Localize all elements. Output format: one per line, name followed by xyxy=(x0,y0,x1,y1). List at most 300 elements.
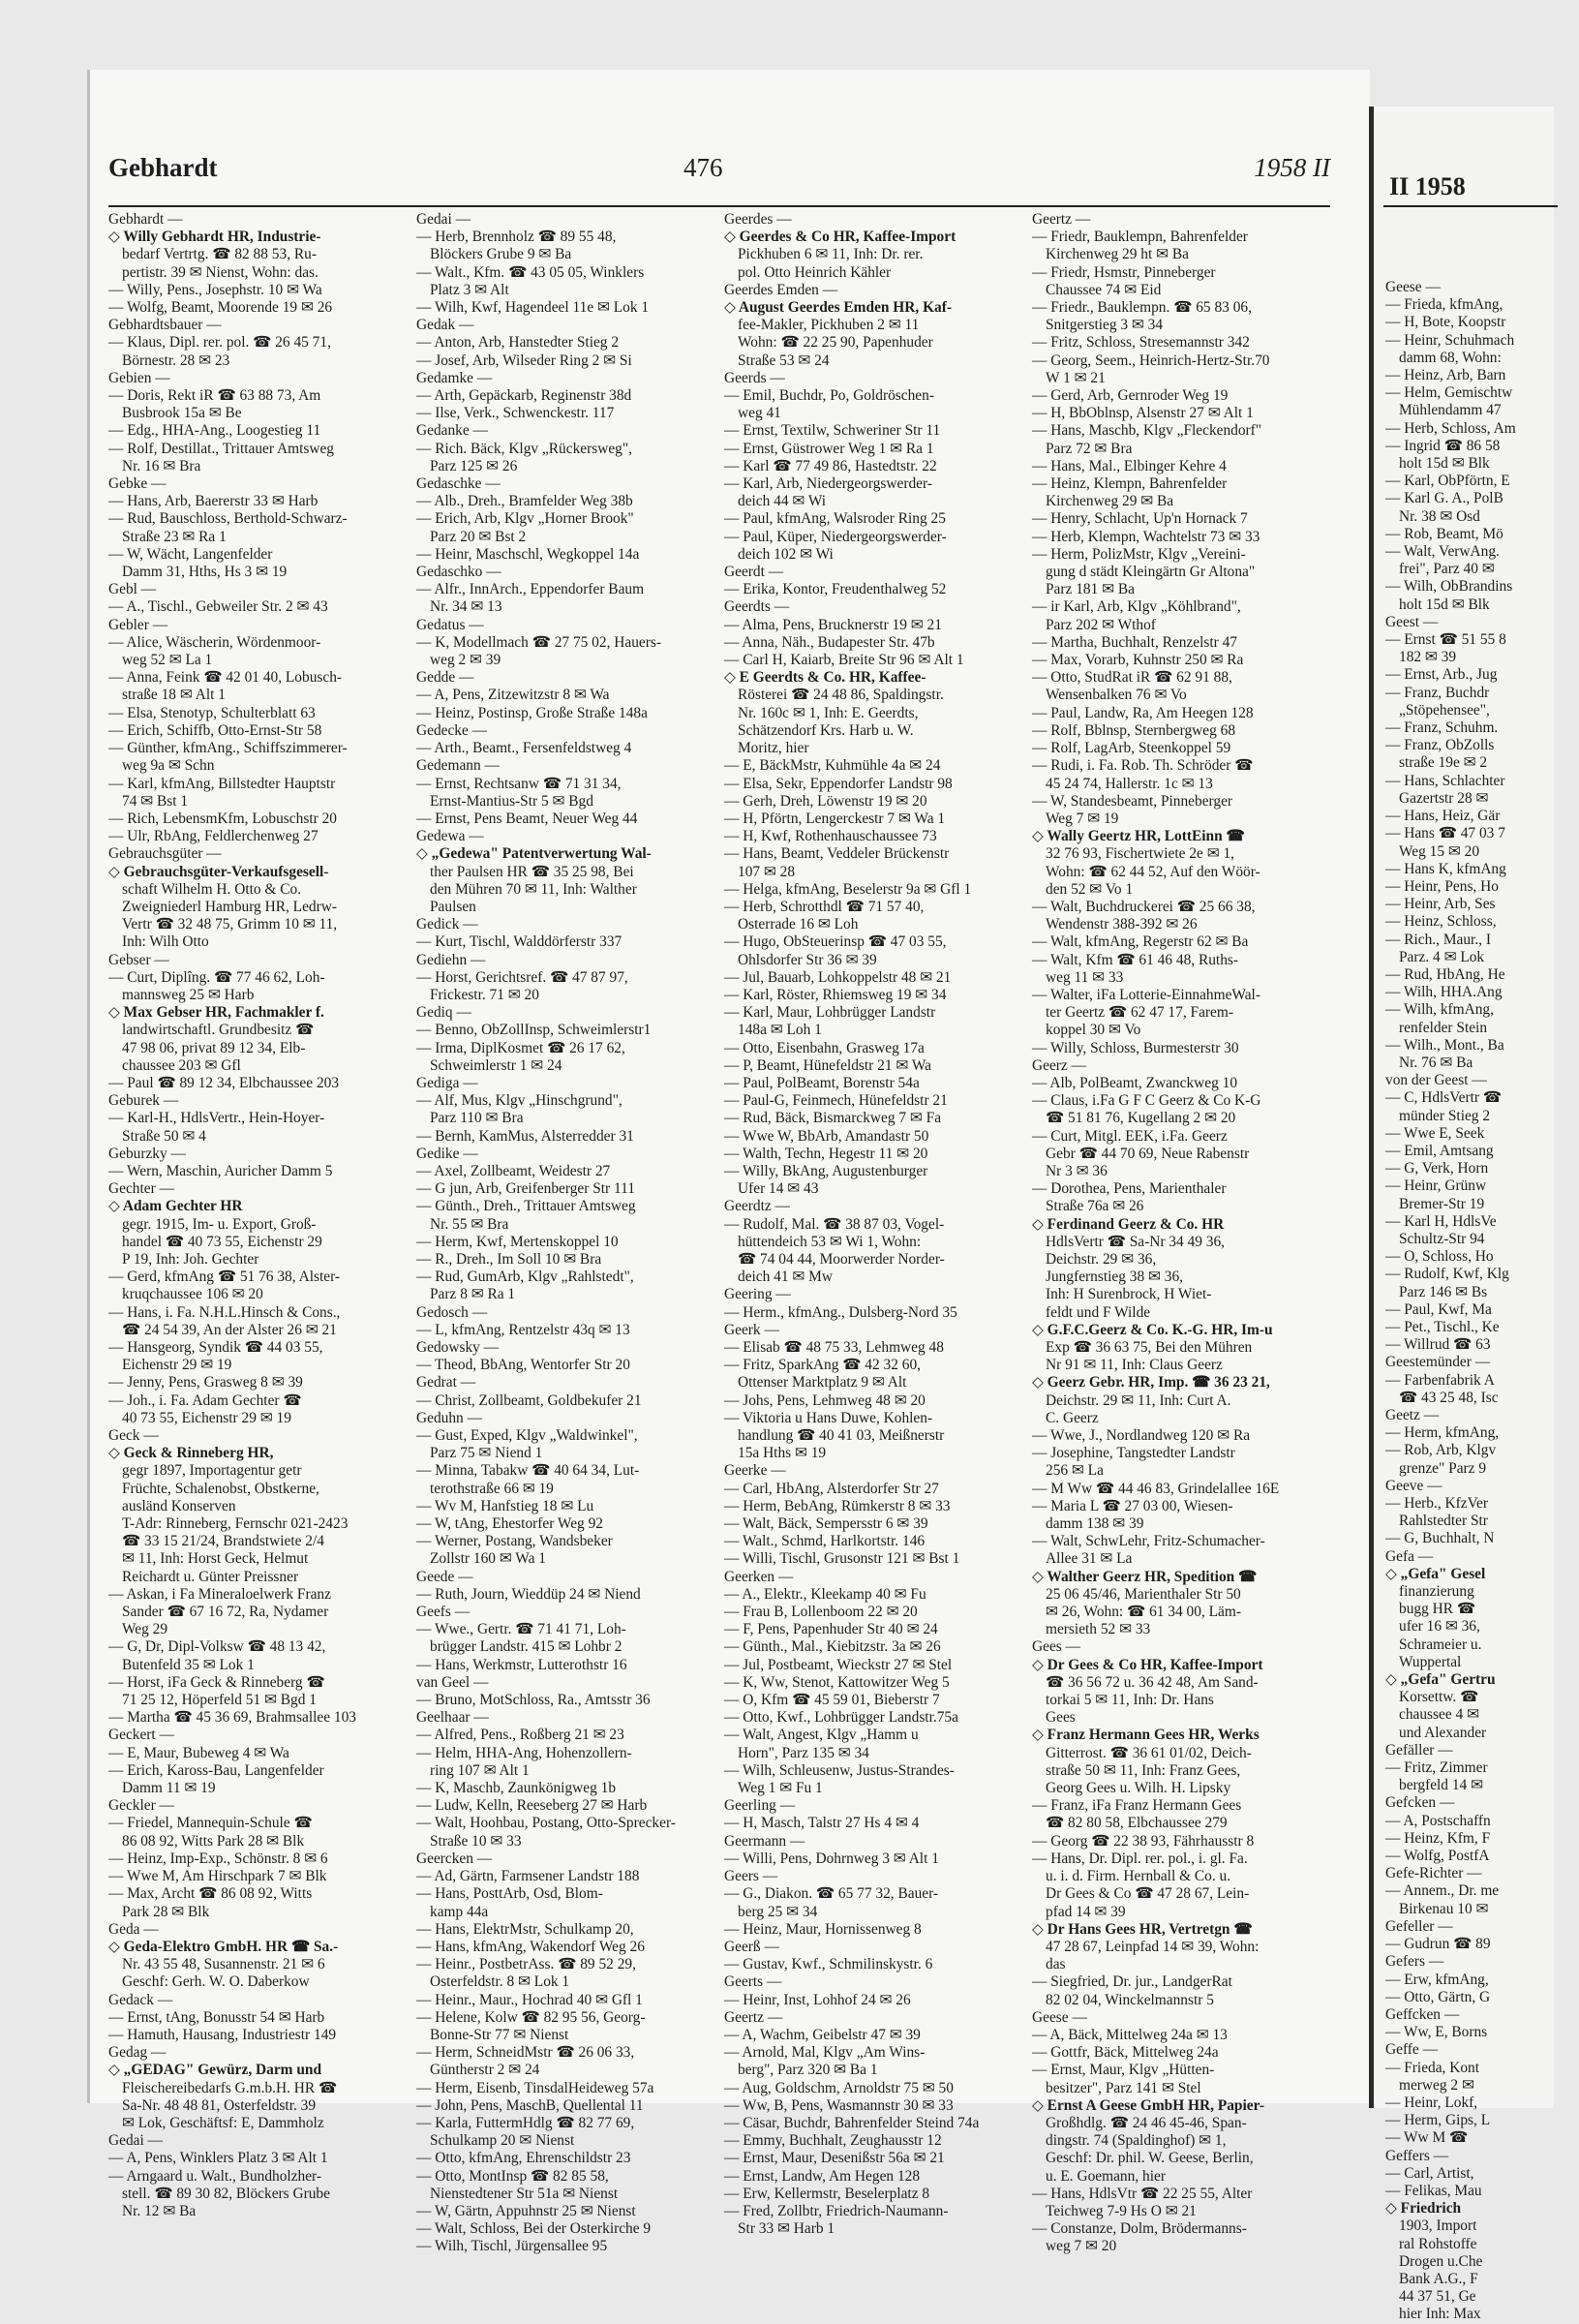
entry-line: — Günth., Mal., Kiebitzstr. 3a ✉ 26 xyxy=(724,1638,941,1656)
entry-line: — W, Standesbeamt, Pinneberger xyxy=(1032,792,1233,810)
entry-line: Allee 31 ✉ La xyxy=(1046,1550,1133,1568)
entry-line: — Curt, Diplîng. ☎ 77 46 62, Loh- xyxy=(108,968,325,986)
entry-line: — Willy, Pens., Josephstr. 10 ✉ Wa xyxy=(108,281,322,298)
entry-line: Geering — xyxy=(724,1286,791,1303)
entry-line: Geetz — xyxy=(1385,1407,1440,1423)
entry-line: Geerken — xyxy=(724,1568,794,1585)
entry-line: Geerdt — xyxy=(724,564,784,581)
entry-line: — Walt, VerwAng. xyxy=(1385,543,1500,561)
column-1 xyxy=(108,211,399,2219)
entry-line: — Hans, Dr. Dipl. rer. pol., i. gl. Fa. xyxy=(1032,1850,1248,1867)
entry-line: — Günth., Dreh., Trittauer Amtsweg xyxy=(416,1198,636,1215)
entry-line: — Arnold, Mal, Klgv „Am Wins- xyxy=(724,2044,926,2062)
column-3 xyxy=(724,211,1015,2238)
entry-line: — Karl, ObPförtn, E xyxy=(1385,473,1510,490)
entry-line: — Erich, Kaross-Bau, Langenfelder xyxy=(108,1761,324,1779)
entry-line: Parz 110 ✉ Bra xyxy=(430,1110,524,1127)
entry-line: Gediehn — xyxy=(416,951,486,968)
entry-line: Nr. 55 ✉ Bra xyxy=(430,1215,509,1233)
entry-line: Dr Gees & Co ☎ 47 28 67, Lein- xyxy=(1046,1885,1250,1903)
entry-line: Gebser — xyxy=(108,951,169,968)
entry-line: — Wilh, Tischl, Jürgensallee 95 xyxy=(416,2238,608,2255)
entry-line: weg 9a ✉ Schn xyxy=(122,757,215,775)
entry-line: — Felikas, Mau xyxy=(1385,2182,1482,2199)
entry-line: — Herm, Gips, L xyxy=(1385,2112,1491,2129)
entry-line: — Willi, Pens, Dohrnweg 3 ✉ Alt 1 xyxy=(724,1850,939,1867)
entry-line: — E, BäckMstr, Kuhmühle 4a ✉ 24 xyxy=(724,757,941,775)
entry-line: Geers — xyxy=(724,1868,778,1885)
entry-line: — Anna, Feink ☎ 42 01 40, Lobusch- xyxy=(108,669,343,687)
entry-line: — Wwe W, BbArb, Amandastr 50 xyxy=(724,1127,929,1145)
entry-line: Osterrade 16 ✉ Loh xyxy=(738,916,859,933)
entry-line: — Heinr, Arb, Ses xyxy=(1385,896,1496,913)
entry-line: Platz 3 ✉ Alt xyxy=(430,281,509,298)
entry-line: Nr 3 ✉ 36 xyxy=(1046,1162,1108,1179)
entry-line: gegr. 1915, Im- u. Export, Groß- xyxy=(122,1215,317,1233)
entry-line: — Heinr, Schuhmach xyxy=(1385,331,1515,349)
entry-line: — Wwe., Gertr. ☎ 71 41 71, Loh- xyxy=(416,1621,626,1638)
entry-line: — Paul ☎ 89 12 34, Elbchaussee 203 xyxy=(108,1074,340,1091)
entry-line: stell. ☎ 89 30 82, Blöckers Grube xyxy=(122,2185,330,2202)
entry-line: weg 52 ✉ La 1 xyxy=(122,652,213,669)
entry-line: — John, Pens, MaschB, Quellental 11 xyxy=(416,2096,644,2114)
entry-line: ☎ 33 15 21/24, Brandstwiete 2/4 xyxy=(122,1533,324,1550)
entry-line: Geertz — xyxy=(724,2008,783,2026)
entry-line: — H, Pförtn, Lengerckestr 7 ✉ Wa 1 xyxy=(724,810,946,827)
entry-line: — Max, Archt ☎ 86 08 92, Witts xyxy=(108,1885,313,1903)
entry-line: Geerts — xyxy=(724,1973,782,1991)
entry-line: Korsettw. ☎ xyxy=(1399,1689,1479,1706)
entry-line: — Friedr, Bauklempn, Bahrenfelder xyxy=(1032,229,1248,246)
entry-line: weg 7 ✉ 20 xyxy=(1046,2238,1117,2255)
entry-line: — Walt, Hoohbau, Postang, Otto-Sprecker- xyxy=(416,1815,676,1832)
entry-line: — O, Kfm ☎ 45 59 01, Bieberstr 7 xyxy=(724,1692,940,1709)
entry-line: Birkenau 10 ✉ xyxy=(1399,1900,1489,1917)
entry-line: Geerke — xyxy=(724,1462,786,1480)
entry-line: ☎ 43 25 48, Isc xyxy=(1399,1389,1499,1406)
entry-line: Zollstr 160 ✉ Wa 1 xyxy=(430,1550,546,1568)
facing-page-header: II 1958 xyxy=(1389,172,1466,200)
entry-line: Gefe-Richter — xyxy=(1385,1865,1482,1882)
entry-line: — Karl ☎ 77 49 86, Hastedtstr. 22 xyxy=(724,457,937,474)
entry-line: Geffcken — xyxy=(1385,2005,1460,2023)
entry-line: — Hans ☎ 47 03 7 xyxy=(1385,825,1505,842)
entry-line: 25 06 45/46, Marienthaler Str 50 xyxy=(1046,1585,1241,1603)
entry-line: — Walter, iFa Lotterie-EinnahmeWal- xyxy=(1032,986,1260,1003)
entry-line: weg 41 xyxy=(738,405,781,422)
entry-line: Gefäller — xyxy=(1385,1741,1453,1758)
entry-line: Geschf: Gerh. W. O. Daberkow xyxy=(122,1973,310,1991)
entry-line: Gechter — xyxy=(108,1180,174,1198)
entry-line: Gedewa — xyxy=(416,828,484,845)
entry-line: Gedaschke — xyxy=(416,475,501,493)
entry-line: — Friedr, Hsmstr, Pinneberger xyxy=(1032,263,1216,281)
entry-line: — Erw, kfmAng, xyxy=(1385,1971,1489,1988)
entry-line: — Walth, Techn, Hegestr 11 ✉ 20 xyxy=(724,1145,928,1162)
entry-line: — Jenny, Pens, Grasweg 8 ✉ 39 xyxy=(108,1374,303,1391)
entry-line: — Carl, HbAng, Alsterdorfer Str 27 xyxy=(724,1480,939,1497)
entry-line: — Heinz, Kfm, F xyxy=(1385,1829,1491,1847)
entry-line: Geertz — xyxy=(1032,211,1091,228)
entry-line: — Alfred, Pens., Roßberg 21 ✉ 23 xyxy=(416,1727,624,1744)
entry-line: — Claus, i.Fa G F C Geerz & Co K-G xyxy=(1032,1092,1261,1110)
entry-line: — Werner, Postang, Wandsbeker xyxy=(416,1533,613,1550)
entry-line: Kirchenweg 29 ✉ Ba xyxy=(1046,493,1174,510)
entry-line: Butenfeld 35 ✉ Lok 1 xyxy=(122,1656,255,1673)
entry-line: — Emil, Buchdr, Po, Goldröschen- xyxy=(724,387,934,405)
entry-line: — Martha ☎ 45 36 69, Brahmsallee 103 xyxy=(108,1709,356,1727)
entry-line: — Rob, Arb, Klgv xyxy=(1385,1442,1497,1459)
entry-line: damm 68, Wohn: xyxy=(1399,349,1502,366)
entry-line: 107 ✉ 28 xyxy=(738,863,796,880)
entry-line: Ottenser Marktplatz 9 ✉ Alt xyxy=(738,1374,907,1391)
entry-line: mersieth 52 ✉ 33 xyxy=(1046,1621,1151,1638)
entry-line: Gebke — xyxy=(108,475,167,493)
entry-line: — Anton, Arb, Hanstedter Stieg 2 xyxy=(416,334,620,352)
entry-line: — K, Modellmach ☎ 27 75 02, Hauers- xyxy=(416,633,661,651)
entry-line: Parz 181 ✉ Ba xyxy=(1046,581,1135,598)
entry-line: — ir Karl, Arb, Klgv „Köhlbrand", xyxy=(1032,598,1241,616)
entry-line: ◇ Adam Gechter HR xyxy=(108,1198,243,1215)
entry-line: Geest — xyxy=(1385,613,1439,630)
entry-line: Gedick — xyxy=(416,916,478,933)
entry-line: ◇ Friedrich xyxy=(1385,2200,1462,2217)
entry-line: Weg 7 ✉ 19 xyxy=(1046,810,1119,827)
entry-line: Geschf: Dr. phil. W. Geese, Berlin, xyxy=(1046,2150,1254,2167)
entry-line: — Gudrun ☎ 89 xyxy=(1385,1936,1491,1953)
entry-line: Gediga — xyxy=(416,1074,478,1091)
entry-line: — Walt, Bäck, Sempersstr 6 ✉ 39 xyxy=(724,1515,928,1533)
entry-line: Schulkamp 20 ✉ Nienst xyxy=(430,2132,575,2150)
entry-line: — Walt, Buchdruckerei ☎ 25 66 38, xyxy=(1032,898,1256,915)
column-2 xyxy=(416,211,707,2255)
entry-line: — H, Kwf, Rothenhauschaussee 73 xyxy=(724,828,937,845)
entry-line: ◇ E Geerdts & Co. HR, Kaffee- xyxy=(724,669,926,687)
entry-line: — Max, Vorarb, Kuhnstr 250 ✉ Ra xyxy=(1032,652,1244,669)
entry-line: ral Rohstoffe xyxy=(1399,2235,1477,2252)
entry-line: Str 33 ✉ Harb 1 xyxy=(738,2220,835,2238)
entry-line: — Hans K, kfmAng xyxy=(1385,860,1506,877)
entry-line: — Alma, Pens, Brucknerstr 19 ✉ 21 xyxy=(724,616,942,633)
entry-line: — Otto, MontInsp ☎ 82 85 58, xyxy=(416,2167,609,2185)
entry-line: Geerß — xyxy=(724,1938,779,1955)
entry-line: — Wern, Maschin, Auricher Damm 5 xyxy=(108,1162,333,1179)
entry-line: Gebr ☎ 44 70 69, Neue Rabenstr xyxy=(1046,1145,1250,1162)
entry-line: — Paul, PolBeamt, Borenstr 54a xyxy=(724,1074,920,1091)
entry-line: hüttendeich 53 ✉ Wi 1, Wohn: xyxy=(738,1233,922,1250)
entry-line: Zweigniederl Hamburg HR, Ledrw- xyxy=(122,898,337,915)
entry-line: Nr. 38 ✉ Osd xyxy=(1399,507,1480,525)
entry-line: Geburzky — xyxy=(108,1145,186,1162)
entry-line: — Karl, Röster, Rhiemsweg 19 ✉ 34 xyxy=(724,986,947,1003)
entry-line: Chaussee 74 ✉ Eid xyxy=(1046,281,1162,298)
entry-line: — M Ww ☎ 44 46 83, Grindelallee 16E xyxy=(1032,1480,1280,1497)
entry-line: weg 2 ✉ 39 xyxy=(430,652,501,669)
entry-line: — Ww M ☎ xyxy=(1385,2129,1469,2147)
page-number: 476 xyxy=(683,153,723,182)
entry-line: Deichstr. 29 ✉ 11, Inh: Curt A. xyxy=(1046,1391,1231,1409)
entry-line: — Heinr, Maschschl, Wegkoppel 14a xyxy=(416,545,640,563)
entry-line: Geeve — xyxy=(1385,1477,1442,1494)
entry-line: — Ernst, Textilw, Schweriner Str 11 xyxy=(724,422,941,440)
entry-line: Bank A.G., F xyxy=(1399,2270,1478,2287)
entry-line: — Heinr, Grünw xyxy=(1385,1177,1487,1195)
entry-line: Geercken — xyxy=(416,1850,493,1867)
entry-line: — Wilh, Schleusenw, Justus-Strandes- xyxy=(724,1761,955,1779)
entry-line: — Herm, PolizMstr, Klgv „Vereini- xyxy=(1032,545,1246,563)
entry-line: torkai 5 ✉ 11, Inh: Dr. Hans xyxy=(1046,1692,1214,1709)
entry-line: — H, Masch, Talstr 27 Hs 4 ✉ 4 xyxy=(724,1815,920,1832)
entry-line: Gebhardtsbauer — xyxy=(108,317,222,334)
entry-line: — Emil, Amtsang xyxy=(1385,1142,1494,1159)
entry-line: berg", Parz 320 ✉ Ba 1 xyxy=(738,2062,878,2079)
entry-line: 1903, Import xyxy=(1399,2217,1477,2235)
entry-line: — Wolfg, Beamt, Moorende 19 ✉ 26 xyxy=(108,299,333,317)
entry-line: Geefs — xyxy=(416,1604,471,1621)
entry-line: — Heinz, Schloss, xyxy=(1385,913,1497,931)
entry-line: Gitterrost. ☎ 36 61 01/02, Deich- xyxy=(1046,1744,1252,1761)
entry-line: Deichstr. 29 ✉ 36, xyxy=(1046,1250,1157,1268)
entry-line: 148a ✉ Loh 1 xyxy=(738,1022,822,1039)
entry-line: Blöckers Grube 9 ✉ Ba xyxy=(430,246,572,263)
entry-line: — Heinr, Lokf, xyxy=(1385,2094,1478,2111)
entry-line: Geckler — xyxy=(108,1797,174,1815)
entry-line: — Rudolf, Mal. ☎ 38 87 03, Vogel- xyxy=(724,1215,945,1233)
entry-line: — Alfr., InnArch., Eppendorfer Baum xyxy=(416,581,645,598)
entry-line: Gedrat — xyxy=(416,1374,476,1391)
entry-line: Schätzendorf Krs. Harb u. W. xyxy=(738,721,914,739)
entry-line: — Alice, Wäscherin, Wördenmoor- xyxy=(108,633,321,651)
entry-line: den 52 ✉ Vo 1 xyxy=(1046,880,1134,898)
entry-line: P 19, Inh: Joh. Gechter xyxy=(122,1250,259,1268)
entry-line: ◇ Wally Geertz HR, LottEinn ☎ xyxy=(1032,828,1245,845)
entry-line: — W, Wächt, Langenfelder xyxy=(108,545,273,563)
entry-line: Gefers — xyxy=(1385,1953,1444,1971)
entry-line: bedarf Vertrtg. ☎ 82 88 53, Ru- xyxy=(122,246,317,263)
entry-line: Straße 76a ✉ 26 xyxy=(1046,1198,1144,1215)
entry-line: Geestemünder — xyxy=(1385,1354,1491,1371)
entry-line: — Hans, Arb, Baererstr 33 ✉ Harb xyxy=(108,493,319,510)
entry-line: Wohn: ☎ 62 44 52, Auf den Wöör- xyxy=(1046,863,1260,880)
entry-line: — Wilh, HHA.Ang xyxy=(1385,984,1503,1001)
entry-line: — Helga, kfmAng, Beselerstr 9a ✉ Gfl 1 xyxy=(724,880,972,898)
entry-line: — Hugo, ObSteuerinsp ☎ 47 03 55, xyxy=(724,933,947,951)
page-header xyxy=(108,145,1330,207)
entry-line: — Hans, HdlsVtr ☎ 22 25 55, Alter xyxy=(1032,2185,1253,2202)
entry-line: — Franz, Schuhm. xyxy=(1385,719,1499,737)
entry-line: Rösterei ☎ 24 48 86, Spaldingstr. xyxy=(738,687,944,704)
entry-line: — G jun, Arb, Greifenberger Str 111 xyxy=(416,1180,635,1198)
entry-line: — Karl, Maur, Lohbrügger Landstr xyxy=(724,1004,936,1022)
entry-line: — Siegfried, Dr. jur., LandgerRat xyxy=(1032,1973,1232,1991)
entry-line: — Rich. Bäck, Klgv „Rückersweg", xyxy=(416,440,632,457)
entry-line: — Arth, Gepäckarb, Reginenstr 38d xyxy=(416,387,632,405)
entry-line: Gedag — xyxy=(108,2044,167,2062)
entry-line: — Horst, iFa Geck & Rinneberg ☎ xyxy=(108,1673,325,1691)
entry-line: — Herm, BebAng, Rümkerstr 8 ✉ 33 xyxy=(724,1497,951,1514)
entry-line: — G., Diakon. ☎ 65 77 32, Bauer- xyxy=(724,1885,939,1903)
entry-line: Gazertstr 28 ✉ xyxy=(1399,789,1489,807)
entry-line: mannsweg 25 ✉ Harb xyxy=(122,986,255,1003)
entry-line: Parz 125 ✉ 26 xyxy=(430,457,518,474)
entry-line: — Rich., Maur., I xyxy=(1385,931,1492,948)
entry-line: — Arth., Beamt., Fersenfeldstweg 4 xyxy=(416,740,632,757)
entry-line: — Franz, iFa Franz Hermann Gees xyxy=(1032,1797,1242,1815)
entry-line: 45 24 74, Hallerstr. 1c ✉ 13 xyxy=(1046,775,1213,792)
entry-line: van Geel — xyxy=(416,1673,489,1691)
entry-line: von der Geest — xyxy=(1385,1072,1487,1089)
entry-line: Inh: Wilh Otto xyxy=(122,933,209,951)
entry-line: — Edg., HHA-Ang., Loogestieg 11 xyxy=(108,422,321,440)
entry-line: 182 ✉ 39 xyxy=(1399,649,1457,666)
entry-line: — Dorothea, Pens, Marienthaler xyxy=(1032,1180,1227,1198)
entry-line: — Ernst, Maur, Klgv „Hütten- xyxy=(1032,2062,1215,2079)
entry-line: — G, Verk, Horn xyxy=(1385,1160,1489,1177)
entry-line: gegr 1897, Importagentur getr xyxy=(122,1462,302,1480)
entry-line: — Heinz, Arb, Barn xyxy=(1385,367,1506,384)
entry-line: — Herb, Klempn, Wachtelstr 73 ✉ 33 xyxy=(1032,528,1260,545)
entry-line: berg 25 ✉ 34 xyxy=(738,1903,818,1920)
entry-line: Gebhardt — xyxy=(108,211,183,228)
entry-line: — Askan, i Fa Mineraloelwerk Franz xyxy=(108,1585,331,1603)
entry-line: — Christ, Zollbeamt, Goldbekufer 21 xyxy=(416,1391,642,1409)
entry-line: — G, Dr, Dipl-Volksw ☎ 48 13 42, xyxy=(108,1638,326,1656)
entry-line: — Franz, Buchdr xyxy=(1385,684,1490,701)
entry-line: Wendenstr 388-392 ✉ 26 xyxy=(1046,916,1198,933)
entry-line: — Rolf, Bblnsp, Sternbergweg 68 xyxy=(1032,721,1236,739)
entry-line: — Rolf, Destillat., Trittauer Amtsweg xyxy=(108,440,334,457)
entry-line: Schultz-Str 94 xyxy=(1399,1230,1485,1247)
entry-line: Sa-Nr. 48 48 81, Osterfeldstr. 39 xyxy=(122,2096,317,2114)
entry-line: — Henry, Schlacht, Up'n Hornack 7 xyxy=(1032,510,1248,528)
entry-line: — Ernst, tAng, Bonusstr 54 ✉ Harb xyxy=(108,2008,325,2026)
entry-line: holt 15d ✉ Blk xyxy=(1399,455,1490,473)
entry-line: pfad 14 ✉ 39 xyxy=(1046,1903,1126,1920)
entry-line: — Wilh, kfmAng, xyxy=(1385,1001,1494,1019)
entry-line: — Georg ☎ 22 38 93, Fährhausstr 8 xyxy=(1032,1832,1255,1850)
entry-line: — Hans, Werkmstr, Lutterothstr 16 xyxy=(416,1656,627,1673)
entry-line: — Rich, LebensmKfm, Lobuschstr 20 xyxy=(108,810,337,827)
entry-line: — Ernst, Güstrower Weg 1 ✉ Ra 1 xyxy=(724,440,934,457)
entry-line: — Cäsar, Buchdr, Bahrenfelder Steind 74a xyxy=(724,2114,980,2131)
entry-line: — Günther, kfmAng., Schiffszimmerer- xyxy=(108,740,348,757)
entry-line: 71 25 12, Höperfeld 51 ✉ Bgd 1 xyxy=(122,1692,317,1709)
entry-line: Gediq — xyxy=(416,1004,471,1022)
entry-line: — Wilh, ObBrandins xyxy=(1385,578,1513,596)
entry-line: — Rudi, i. Fa. Rob. Th. Schröder ☎ xyxy=(1032,757,1254,775)
entry-line: Gedai — xyxy=(108,2132,163,2150)
entry-line: Straße 10 ✉ 33 xyxy=(430,1832,522,1850)
entry-line: Geburek — xyxy=(108,1092,179,1110)
entry-line: — Hans, i. Fa. N.H.L.Hinsch & Cons., xyxy=(108,1303,341,1321)
entry-line: — Paul, Küper, Niedergeorgswerder- xyxy=(724,528,947,545)
entry-line: — Ernst, Arb., Jug xyxy=(1385,666,1498,684)
entry-line: — Fritz, Schloss, Stresemannstr 342 xyxy=(1032,334,1250,352)
entry-line: — Walt, kfmAng, Regerstr 62 ✉ Ba xyxy=(1032,933,1249,951)
entry-line: — Irma, DiplKosmet ☎ 26 17 62, xyxy=(416,1039,625,1056)
entry-line: — Hans, Beamt, Veddeler Brückenstr xyxy=(724,845,950,863)
entry-line: Geduhn — xyxy=(416,1409,482,1426)
entry-line: ther Paulsen HR ☎ 35 25 98, Bei xyxy=(430,863,634,880)
entry-line: Mühlendamm 47 xyxy=(1399,402,1502,419)
entry-line: — K, Ww, Stenot, Kattowitzer Weg 5 xyxy=(724,1673,950,1691)
entry-line: Parz 146 ✉ Bs xyxy=(1399,1283,1488,1300)
entry-line: ◇ Geda-Elektro GmbH. HR ☎ Sa.- xyxy=(108,1938,339,1955)
entry-line: — Aug, Goldschm, Arnoldstr 75 ✉ 50 xyxy=(724,2079,954,2096)
entry-line: Gedamke — xyxy=(416,369,493,386)
entry-line: Geerz — xyxy=(1032,1056,1086,1074)
entry-line: — E, Maur, Bubeweg 4 ✉ Wa xyxy=(108,1744,289,1761)
entry-line: — Karl-H., HdlsVertr., Hein-Hoyer- xyxy=(108,1110,325,1127)
entry-line: Damm 11 ✉ 19 xyxy=(122,1780,216,1797)
entry-line: terothstraße 66 ✉ 19 xyxy=(430,1480,554,1497)
entry-line: Bremer-Str 19 xyxy=(1399,1195,1485,1212)
entry-line: Pickhuben 6 ✉ 11, Inh: Dr. rer. xyxy=(738,246,924,263)
entry-line: Reichardt u. Günter Preissner xyxy=(122,1568,299,1585)
entry-line: Parz 8 ✉ Ra 1 xyxy=(430,1286,516,1303)
entry-line: — Walt., Kfm. ☎ 43 05 05, Winklers xyxy=(416,263,645,281)
entry-line: chaussee 203 ✉ Gfl xyxy=(122,1056,241,1074)
entry-line: — Paul, Kwf, Ma xyxy=(1385,1300,1492,1318)
entry-line: Wuppertal xyxy=(1399,1653,1462,1670)
entry-line: — Constanze, Dolm, Brödermanns- xyxy=(1032,2220,1247,2238)
entry-line: feldt und F Wilde xyxy=(1046,1303,1151,1321)
entry-line: ◇ „Gefa" Gesel xyxy=(1385,1565,1486,1582)
entry-line: — Walt, Angest, Klgv „Hamm u xyxy=(724,1727,919,1744)
entry-line: Moritz, hier xyxy=(738,740,809,757)
entry-line: Gedosch — xyxy=(416,1303,488,1321)
entry-line: Sander ☎ 67 16 72, Ra, Nydamer xyxy=(122,1604,329,1621)
entry-line: T-Adr: Rinneberg, Fernschr 021-2423 xyxy=(122,1515,349,1533)
entry-line: gung d städt Kleingärtn Gr Altona" xyxy=(1046,564,1256,581)
entry-line: — Ernst, Rechtsanw ☎ 71 31 34, xyxy=(416,775,622,792)
entry-line: — Fritz, SparkAng ☎ 42 32 60, xyxy=(724,1357,921,1374)
entry-line: — Hans, Heiz, Gär xyxy=(1385,808,1501,825)
entry-line: — Elisab ☎ 48 75 33, Lehmweg 48 xyxy=(724,1339,944,1356)
entry-line: — Hans, Schlachter xyxy=(1385,772,1505,789)
entry-line: — Ernst ☎ 51 55 8 xyxy=(1385,631,1506,649)
entry-line: — Josef, Arb, Wilseder Ring 2 ✉ Si xyxy=(416,352,632,369)
entry-line: Geda — xyxy=(108,1920,159,1938)
entry-line: — Erika, Kontor, Freudenthalweg 52 xyxy=(724,581,947,598)
entry-line: koppel 30 ✉ Vo xyxy=(1046,1022,1141,1039)
entry-line: Nr. 16 ✉ Bra xyxy=(122,457,201,474)
entry-line: Drogen u.Che xyxy=(1399,2252,1483,2270)
entry-line: ◇ Willy Gebhardt HR, Industrie- xyxy=(108,229,321,246)
entry-line: Börnestr. 28 ✉ 23 xyxy=(122,352,230,369)
entry-line: — Heinz, Imp-Exp., Schönstr. 8 ✉ 6 xyxy=(108,1850,328,1867)
entry-line: bugg HR ☎ xyxy=(1399,1601,1476,1618)
entry-line: Horn", Parz 135 ✉ 34 xyxy=(738,1744,869,1761)
entry-line: — Heinr, Pens, Ho xyxy=(1385,877,1499,895)
entry-line: — H, BbOblnsp, Alsenstr 27 ✉ Alt 1 xyxy=(1032,405,1254,422)
entry-line: — Heinr, Inst, Lohhof 24 ✉ 26 xyxy=(724,1991,911,2008)
entry-line: Geermann — xyxy=(724,1832,805,1850)
entry-line: — Rob, Beamt, Mö xyxy=(1385,525,1503,542)
entry-line: ◇ Franz Hermann Gees HR, Werks xyxy=(1032,1727,1260,1744)
facing-page-column xyxy=(1385,279,1579,2323)
entry-line: handel ☎ 40 73 55, Eichenstr 29 xyxy=(122,1233,322,1250)
entry-line: Teichweg 7-9 Hs O ✉ 21 xyxy=(1046,2202,1197,2219)
entry-line: Gedowsky — xyxy=(416,1339,500,1356)
entry-line: — W, tAng, Ehestorfer Weg 92 xyxy=(416,1515,603,1533)
entry-line: 47 28 67, Leinpfad 14 ✉ 39, Wohn: xyxy=(1046,1938,1260,1955)
entry-line: Geffe — xyxy=(1385,2041,1438,2059)
entry-line: — Willy, BkAng, Augustenburger xyxy=(724,1162,928,1179)
entry-line: — Hamuth, Hausang, Industriestr 149 xyxy=(108,2026,337,2043)
entry-line: Geede — xyxy=(416,1568,473,1585)
entry-line: holt 15d ✉ Blk xyxy=(1399,596,1490,613)
